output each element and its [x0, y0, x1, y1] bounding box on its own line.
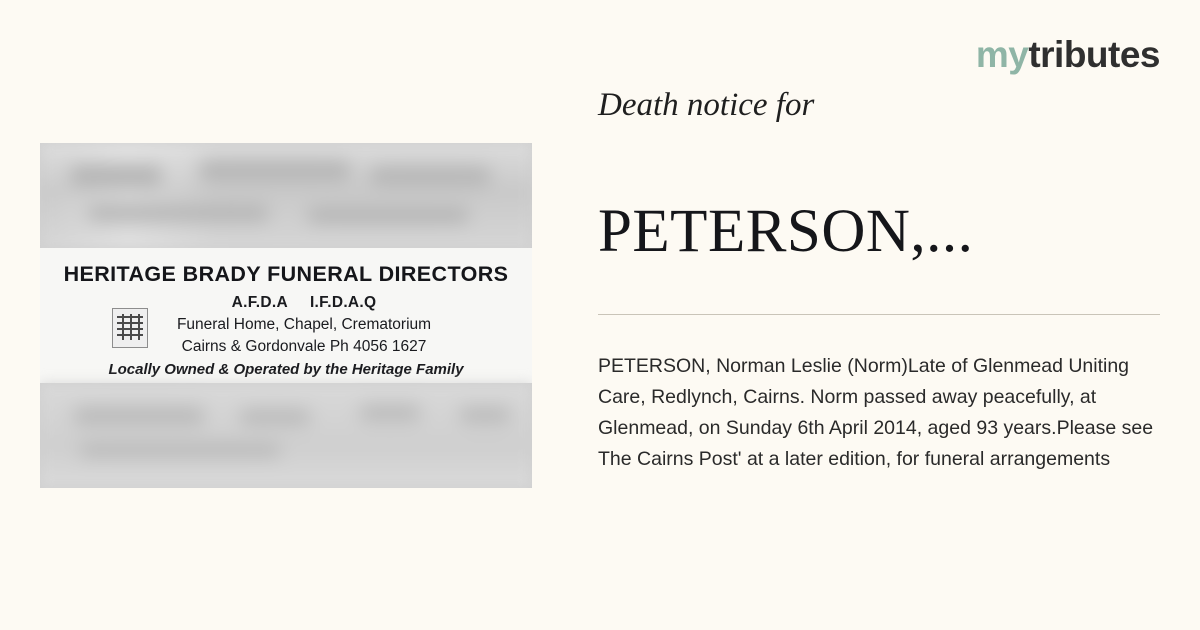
ad-tagline: Locally Owned & Operated by the Heritage Family — [108, 361, 464, 378]
ad-services: Funeral Home, Chapel, Crematorium — [176, 316, 432, 333]
mytributes-logo[interactable] — [976, 36, 1160, 73]
blurred-top-region — [40, 143, 532, 249]
logo-text-tributes: tributes — [1028, 34, 1160, 75]
ad-locations-phone: Cairns & Gordonvale Ph 4056 1627 — [181, 338, 427, 355]
page-title: PETERSON,... — [598, 197, 974, 265]
ad-accreditations — [40, 294, 532, 312]
ad-accreditation-afda: A.F.D.A — [231, 294, 288, 311]
notice-content — [598, 86, 1160, 475]
notice-eyebrow: Death notice for — [598, 87, 815, 123]
logo-text-my: my — [975, 34, 1029, 75]
ad-accreditation-ifdaq: I.F.D.A.Q — [309, 294, 377, 311]
notice-clipping-image — [40, 143, 532, 488]
notice-body-text: PETERSON, Norman Leslie (Norm)Late of Glenmead Uniting Care, Redlynch, Cairns. Norm passed away peacefully, at Glenmead, on Sunday 6th April 2014, aged 93 years.Please see The Cairns Post' at a later edition, for funeral arrangements — [598, 354, 1154, 470]
funeral-director-advertisement — [40, 248, 532, 383]
blurred-bottom-region — [40, 383, 532, 488]
ad-company-name: HERITAGE BRADY FUNERAL DIRECTORS — [63, 262, 509, 286]
